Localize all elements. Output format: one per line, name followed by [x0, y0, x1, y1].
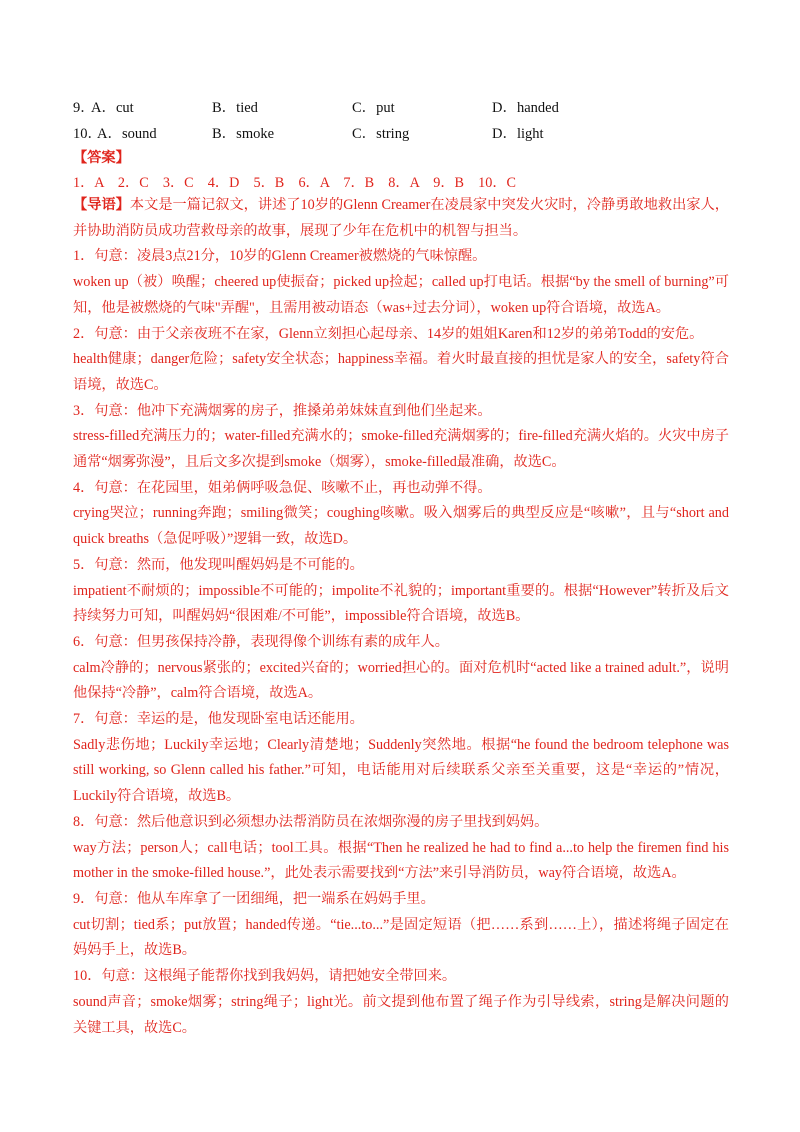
explanation-8-sentence: 8．句意：然后他意识到必须想办法帮消防员在浓烟弥漫的房子里找到妈妈。	[73, 813, 549, 830]
explanation-9-sentence: 9．句意：他从车库拿了一团细绳，把一端系在妈妈手里。	[73, 890, 435, 907]
explanation-2-sentence: 2．句意：由于父亲夜班不在家，Glenn立刻担心起母亲、14岁的姐姐Karen和12岁的弟弟Todd的安危。	[73, 325, 704, 342]
question-number: 9．	[73, 100, 95, 116]
explanation-5-sentence: 5．句意：然而，他发现叫醒妈妈是不可能的。	[73, 556, 364, 573]
explanation-6-sentence: 6．句意：但男孩保持冷静，表现得像个训练有素的成年人。	[73, 633, 449, 650]
option-a: A．cut	[91, 100, 134, 116]
explanation-6-analysis: calm冷静的；nervous紧张的；excited兴奋的；worried担心的。面对危机时“acted like a trained adult.”，说明他保持“冷静”，calm符合语境，故选A。	[73, 659, 729, 702]
option-b: B．smoke	[212, 126, 275, 142]
guide-tag: 【导语】	[73, 197, 130, 213]
answer-key: 1．A 2．C 3．C 4．D 5．B 6．A 7．B 8．A 9．B 10．C	[73, 175, 517, 191]
explanation-body	[73, 193, 729, 1041]
explanation-4-analysis: crying哭泣；running奔跑；smiling微笑；coughing咳嗽。吸入烟雾后的典型反应是“咳嗽”，且与“short and quick breaths（急促呼吸）”逻辑一致，故选D。	[73, 505, 729, 548]
option-c: C．string	[352, 126, 410, 142]
explanation-7-sentence: 7．句意：幸运的是，他发现卧室电话还能用。	[73, 711, 364, 728]
answer-header: 【答案】	[73, 150, 130, 166]
explanation-7-analysis: Sadly悲伤地；Luckily幸运地；Clearly清楚地；Suddenly突然地。根据“he found the bedroom telephone was still working, so Glenn called his father.”可知，电话能用对后续联系父亲至关重要，这是“幸运的”情况，Luckily符合语境，故选B。	[73, 736, 729, 805]
explanation-3-analysis: stress-filled充满压力的；water-filled充满水的；smoke-filled充满烟雾的；fire-filled充满火焰的。火灾中房子通常“烟雾弥漫”，且后文多次提到smoke（烟雾），smoke-filled最准确，故选C。	[73, 428, 729, 471]
explanation-2-analysis: health健康；danger危险；safety安全状态；happiness幸福。着火时最直接的担忧是家人的安全，safety符合语境，故选C。	[73, 351, 729, 393]
explanation-3-sentence: 3．句意：他冲下充满烟雾的房子，推搡弟弟妹妹直到他们坐起来。	[73, 402, 492, 419]
explanation-1-analysis: woken up（被）唤醒；cheered up使振奋；picked up捡起；called up打电话。根据“by the smell of burning”可知，他是被燃烧的气味"弄醒"，且需用被动语态（was+过去分词），woken up符合语境，故选A。	[73, 274, 729, 316]
option-d: D．light	[492, 126, 544, 142]
explanation-1-sentence: 1．句意：凌晨3点21分，10岁的Glenn Creamer被燃烧的气味惊醒。	[73, 248, 487, 265]
option-d: D．handed	[492, 100, 559, 116]
guide-paragraph	[73, 193, 729, 244]
explanation-10-sentence: 10．句意：这根绳子能帮你找到我妈妈，请把她安全带回来。	[73, 968, 457, 985]
explanation-8-analysis: way方法；person人；call电话；tool工具。根据“Then he realized he had to find a...to help the firemen find his mother in the smoke-filled house.”，此处表示需要找到“方法”来引导消防员，way符合语境，故选A。	[73, 839, 729, 882]
option-c: C．put	[352, 100, 395, 116]
explanation-4-sentence: 4．句意：在花园里，姐弟俩呼吸急促、咳嗽不止，再也动弹不得。	[73, 479, 492, 496]
explanation-10-analysis: sound声音；smoke烟雾；string绳子；light光。前文提到他布置了绳子作为引导线索，string是解决问题的关键工具，故选C。	[73, 993, 729, 1036]
option-a: A．sound	[97, 126, 157, 142]
guide-text: 本文是一篇记叙文，讲述了10岁的Glenn Creamer在凌晨家中突发火灾时，冷静勇敢地救出家人，并协助消防员成功营救母亲的故事，展现了少年在危机中的机智与担当。	[73, 197, 729, 239]
explanation-5-analysis: impatient不耐烦的；impossible不可能的；impolite不礼貌的；important重要的。根据“However”转折及后文持续努力可知，叫醒妈妈“很困难/不可能”，impossible符合语境，故选B。	[73, 582, 729, 625]
question-number: 10．	[73, 126, 102, 142]
explanation-9-analysis: cut切割；tied系；put放置；handed传递。“tie...to...”是固定短语（把……系到……上），描述将绳子固定在妈妈手上，故选B。	[73, 916, 729, 959]
option-b: B．tied	[212, 100, 258, 116]
